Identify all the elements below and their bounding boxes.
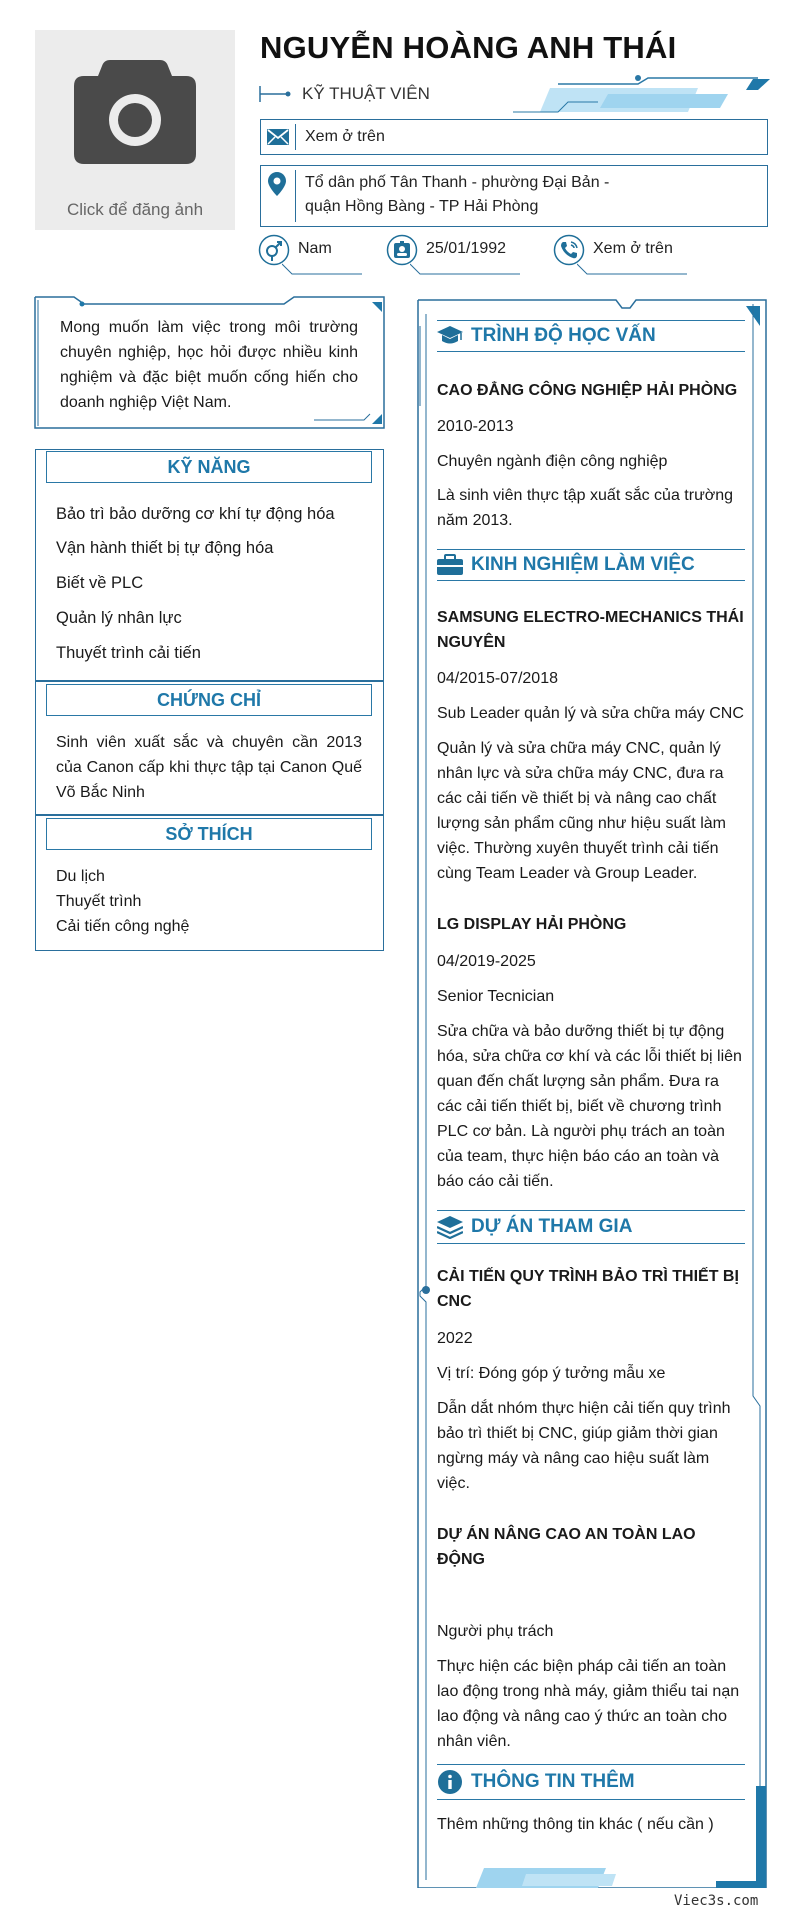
certificates-text: Sinh viên xuất sắc và chuyên cần 2013 của Canon cấp khi thực tập tại Canon Quế Võ Bắc Ninh: [56, 734, 362, 801]
project-description: Dẫn dắt nhóm thực hiện cải tiến quy trình bảo trì thiết bị CNC, giúp giảm thời gian ngừng máy và nâng cao hiệu suất làm việc.: [437, 1400, 731, 1492]
right-content: [437, 320, 745, 1837]
project-role: Người phụ trách: [437, 1623, 554, 1640]
phone-value[interactable]: Xem ở trên: [593, 240, 673, 257]
experience-title: KINH NGHIỆM LÀM VIỆC: [471, 554, 695, 575]
hobbies-list: [56, 864, 189, 939]
birthday-item: [386, 234, 526, 274]
project-year: [437, 1584, 745, 1609]
skill-item: Vận hành thiết bị tự động hóa: [56, 539, 274, 557]
job-description: Quản lý và sửa chữa máy CNC, quản lý nhân lực và sửa chữa máy CNC, đưa ra các cải tiến về thiết bị và nâng cao chất lượng sản phẩm cũng như hiệu suất làm việc. Thường xuyên thuyết trình cải tiến cùng Team Leader và Group Leader.: [437, 740, 726, 882]
gender-value: Nam: [298, 240, 332, 257]
briefcase-icon: [437, 554, 463, 576]
hobbies-title: SỞ THÍCH: [46, 818, 372, 850]
education-major: Chuyên ngành điện công nghiệp: [437, 453, 668, 470]
additional-title: THÔNG TIN THÊM: [471, 1771, 635, 1792]
job-role: Sub Leader quản lý và sửa chữa máy CNC: [437, 705, 744, 722]
job-period: 04/2019-2025: [437, 953, 536, 970]
job-role: Senior Tecnician: [437, 988, 555, 1005]
project-role: Vị trí: Đóng góp ý tưởng mẫu xe: [437, 1365, 666, 1382]
education-description: Là sinh viên thực tập xuất sắc của trường năm 2013.: [437, 487, 734, 529]
address-row: [260, 165, 768, 227]
job-description: Sửa chữa và bảo dưỡng thiết bị tự động hóa, sửa chữa cơ khí và các lỗi thiết bị liên quan đến chất lượng sản phẩm. Đưa ra các cải tiến thiết bị, biết về chương trình PLC cơ bản. Là người phụ trách an toàn của team, thực hiện báo cáo an toàn và báo cáo cải tiến.: [437, 1023, 742, 1190]
education-title: TRÌNH ĐỘ HỌC VẤN: [471, 325, 656, 346]
certificates-title: CHỨNG CHỈ: [46, 684, 372, 716]
projects-header: [437, 1210, 745, 1244]
info-icon: [437, 1769, 463, 1795]
address-line-1: Tổ dân phố Tân Thanh - phường Đại Bản -: [305, 174, 610, 191]
divider: [35, 680, 383, 682]
experience-header: [437, 549, 745, 581]
additional-text: Thêm những thông tin khác ( nếu cần ): [437, 1816, 714, 1833]
education-period: 2010-2013: [437, 418, 514, 435]
underline-decoration: [410, 262, 520, 276]
photo-caption: Click để đăng ảnh: [66, 200, 204, 219]
candidate-name: NGUYỄN HOÀNG ANH THÁI: [260, 30, 677, 65]
email-value[interactable]: Xem ở trên: [305, 128, 385, 145]
company-name: SAMSUNG ELECTRO-MECHANICS THÁI NGUYÊN: [437, 609, 744, 651]
phone-item: [553, 234, 703, 274]
location-pin-icon: [268, 172, 286, 196]
skills-title: KỸ NĂNG: [46, 451, 372, 483]
project-year: 2022: [437, 1330, 473, 1347]
avatar-upload[interactable]: [35, 30, 235, 230]
skills-list: [56, 503, 376, 672]
camera-icon: [74, 60, 196, 164]
job-period: 04/2015-07/2018: [437, 670, 558, 687]
skill-item: Bảo trì bảo dưỡng cơ khí tự động hóa: [56, 505, 335, 523]
skill-item: Biết về PLC: [56, 574, 144, 592]
project-description: Thực hiện các biện pháp cải tiến an toàn lao động trong nhà máy, giảm thiểu tai nạn lao động và nâng cao ý thức an toàn cho nhân viên.: [437, 1658, 740, 1750]
project-name: DỰ ÁN NÂNG CAO AN TOÀN LAO ĐỘNG: [437, 1526, 696, 1568]
hobby-item: Thuyết trình: [56, 893, 142, 910]
divider: [35, 814, 383, 816]
skill-item: Thuyết trình cải tiến: [56, 644, 201, 662]
gender-item: [258, 234, 368, 274]
hobby-item: Du lịch: [56, 868, 105, 885]
underline-decoration: [577, 262, 687, 276]
hobby-item: Cải tiến công nghệ: [56, 918, 190, 935]
mail-icon: [267, 129, 289, 145]
additional-header: [437, 1764, 745, 1800]
address-line-2: quận Hồng Bàng - TP Hải Phòng: [305, 198, 539, 215]
company-name: LG DISPLAY HẢI PHÒNG: [437, 916, 627, 933]
birthday-value: 25/01/1992: [426, 240, 507, 257]
projects-title: DỰ ÁN THAM GIA: [471, 1216, 633, 1237]
school-name: CAO ĐẲNG CÔNG NGHIỆP HẢI PHÒNG: [437, 382, 738, 399]
career-objective: Mong muốn làm việc trong môi trường chuyên nghiệp, học hỏi được nhiều kinh nghiệm và đặc biệt muốn cống hiến cho doanh nghiệp Việt Nam.: [60, 319, 358, 411]
watermark: Viec3s.com: [674, 1893, 759, 1909]
email-row: [260, 119, 768, 155]
project-name: CẢI TIẾN QUY TRÌNH BẢO TRÌ THIẾT BỊ CNC: [437, 1268, 739, 1310]
underline-decoration: [282, 262, 362, 276]
job-title: KỸ THUẬT VIÊN: [302, 84, 430, 103]
education-header: [437, 320, 745, 352]
layers-icon: [437, 1215, 463, 1239]
graduation-cap-icon: [437, 325, 463, 347]
skill-item: Quản lý nhân lực: [56, 609, 182, 627]
